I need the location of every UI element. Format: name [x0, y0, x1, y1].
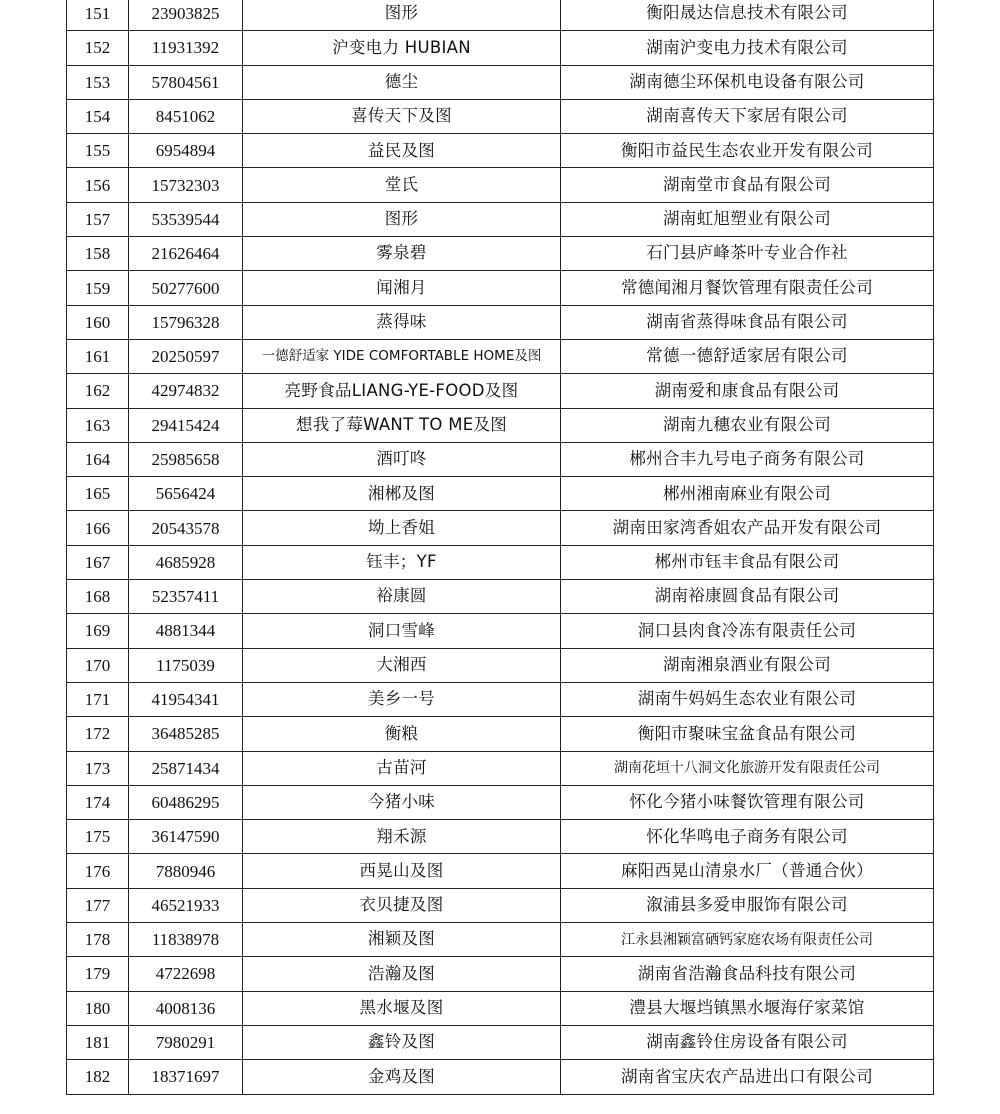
table-row: [67, 31, 934, 65]
registration-number-cell: 21626464: [129, 237, 243, 271]
registration-number-cell: 36147590: [129, 820, 243, 854]
row-number-cell: 163: [67, 408, 129, 442]
table-row: [67, 957, 934, 991]
registration-number-cell: 20250597: [129, 339, 243, 373]
row-number-cell: 169: [67, 614, 129, 648]
row-number-cell: 176: [67, 854, 129, 888]
owner-company-cell: 常德闻湘月餐饮管理有限责任公司: [561, 271, 934, 305]
row-number-cell: 170: [67, 648, 129, 682]
owner-company-cell: 湖南省宝庆农产品进出口有限公司: [561, 1060, 934, 1094]
table-row: [67, 511, 934, 545]
trademark-name-cell: 亮野食品LIANG-YE-FOOD及图: [243, 374, 561, 408]
trademark-table: [66, 0, 934, 1095]
registration-number-cell: 60486295: [129, 785, 243, 819]
row-number-cell: 160: [67, 305, 129, 339]
registration-number-cell: 4722698: [129, 957, 243, 991]
table-row: [67, 408, 934, 442]
trademark-name-cell: 喜传天下及图: [243, 99, 561, 133]
trademark-name-cell: 酒叮咚: [243, 442, 561, 476]
table-row: [67, 820, 934, 854]
owner-company-cell: 湖南爱和康食品有限公司: [561, 374, 934, 408]
table-row: [67, 614, 934, 648]
trademark-name-cell: 雾泉碧: [243, 237, 561, 271]
row-number-cell: 155: [67, 134, 129, 168]
owner-company-cell: 怀化今猪小味餐饮管理有限公司: [561, 785, 934, 819]
row-number-cell: 157: [67, 202, 129, 236]
table-row: [67, 477, 934, 511]
table-row: [67, 202, 934, 236]
table-row: [67, 271, 934, 305]
table-row: [67, 339, 934, 373]
table-row: [67, 854, 934, 888]
row-number-cell: 156: [67, 168, 129, 202]
trademark-name-cell: 蒸得味: [243, 305, 561, 339]
owner-company-cell: 江永县湘颖富硒钙家庭农场有限责任公司: [561, 923, 934, 957]
registration-number-cell: 5656424: [129, 477, 243, 511]
trademark-name-cell: 裕康圆: [243, 580, 561, 614]
trademark-name-cell: 湘郴及图: [243, 477, 561, 511]
registration-number-cell: 4881344: [129, 614, 243, 648]
row-number-cell: 159: [67, 271, 129, 305]
owner-company-cell: 澧县大堰垱镇黑水堰海仔家菜馆: [561, 991, 934, 1025]
table-row: [67, 237, 934, 271]
trademark-name-cell: 今猪小味: [243, 785, 561, 819]
row-number-cell: 165: [67, 477, 129, 511]
registration-number-cell: 6954894: [129, 134, 243, 168]
row-number-cell: 166: [67, 511, 129, 545]
trademark-name-cell: 黑水堰及图: [243, 991, 561, 1025]
trademark-name-cell: 美乡一号: [243, 682, 561, 716]
row-number-cell: 153: [67, 65, 129, 99]
registration-number-cell: 15732303: [129, 168, 243, 202]
trademark-name-cell: 翔禾源: [243, 820, 561, 854]
registration-number-cell: 53539544: [129, 202, 243, 236]
registration-number-cell: 15796328: [129, 305, 243, 339]
registration-number-cell: 25871434: [129, 751, 243, 785]
trademark-name-cell: 一德舒适家 YIDE COMFORTABLE HOME及图: [243, 339, 561, 373]
owner-company-cell: 湖南省蒸得味食品有限公司: [561, 305, 934, 339]
trademark-name-cell: 浩瀚及图: [243, 957, 561, 991]
owner-company-cell: 湖南沪变电力技术有限公司: [561, 31, 934, 65]
row-number-cell: 175: [67, 820, 129, 854]
owner-company-cell: 湖南田家湾香姐农产品开发有限公司: [561, 511, 934, 545]
owner-company-cell: 湖南牛妈妈生态农业有限公司: [561, 682, 934, 716]
registration-number-cell: 4008136: [129, 991, 243, 1025]
row-number-cell: 177: [67, 888, 129, 922]
table-row: [67, 0, 934, 31]
row-number-cell: 151: [67, 0, 129, 31]
row-number-cell: 158: [67, 237, 129, 271]
trademark-name-cell: 古苗河: [243, 751, 561, 785]
registration-number-cell: 57804561: [129, 65, 243, 99]
registration-number-cell: 23903825: [129, 0, 243, 31]
row-number-cell: 162: [67, 374, 129, 408]
owner-company-cell: 湖南裕康圆食品有限公司: [561, 580, 934, 614]
registration-number-cell: 36485285: [129, 717, 243, 751]
table-row: [67, 1025, 934, 1059]
trademark-name-cell: 德尘: [243, 65, 561, 99]
owner-company-cell: 石门县庐峰茶叶专业合作社: [561, 237, 934, 271]
row-number-cell: 181: [67, 1025, 129, 1059]
trademark-name-cell: 衡粮: [243, 717, 561, 751]
owner-company-cell: 湖南虹旭塑业有限公司: [561, 202, 934, 236]
owner-company-cell: 湖南堂市食品有限公司: [561, 168, 934, 202]
trademark-name-cell: 钰丰；YF: [243, 545, 561, 579]
owner-company-cell: 衡阳市聚味宝盆食品有限公司: [561, 717, 934, 751]
registration-number-cell: 18371697: [129, 1060, 243, 1094]
table-row: [67, 991, 934, 1025]
trademark-name-cell: 图形: [243, 0, 561, 31]
row-number-cell: 164: [67, 442, 129, 476]
trademark-name-cell: 沪变电力 HUBIAN: [243, 31, 561, 65]
owner-company-cell: 郴州合丰九号电子商务有限公司: [561, 442, 934, 476]
table-row: [67, 65, 934, 99]
registration-number-cell: 11838978: [129, 923, 243, 957]
row-number-cell: 180: [67, 991, 129, 1025]
trademark-name-cell: 堂氏: [243, 168, 561, 202]
row-number-cell: 152: [67, 31, 129, 65]
trademark-name-cell: 益民及图: [243, 134, 561, 168]
row-number-cell: 173: [67, 751, 129, 785]
registration-number-cell: 25985658: [129, 442, 243, 476]
row-number-cell: 154: [67, 99, 129, 133]
row-number-cell: 172: [67, 717, 129, 751]
registration-number-cell: 52357411: [129, 580, 243, 614]
registration-number-cell: 1175039: [129, 648, 243, 682]
row-number-cell: 182: [67, 1060, 129, 1094]
row-number-cell: 161: [67, 339, 129, 373]
trademark-name-cell: 金鸡及图: [243, 1060, 561, 1094]
trademark-name-cell: 衣贝捷及图: [243, 888, 561, 922]
owner-company-cell: 常德一德舒适家居有限公司: [561, 339, 934, 373]
row-number-cell: 179: [67, 957, 129, 991]
owner-company-cell: 湖南德尘环保机电设备有限公司: [561, 65, 934, 99]
table-row: [67, 134, 934, 168]
trademark-name-cell: 想我了莓WANT TO ME及图: [243, 408, 561, 442]
registration-number-cell: 4685928: [129, 545, 243, 579]
table-row: [67, 99, 934, 133]
trademark-name-cell: 坳上香姐: [243, 511, 561, 545]
table-row: [67, 580, 934, 614]
registration-number-cell: 46521933: [129, 888, 243, 922]
owner-company-cell: 溆浦县多爱申服饰有限公司: [561, 888, 934, 922]
owner-company-cell: 湖南省浩瀚食品科技有限公司: [561, 957, 934, 991]
owner-company-cell: 洞口县肉食冷冻有限责任公司: [561, 614, 934, 648]
trademark-name-cell: 大湘西: [243, 648, 561, 682]
table-row: [67, 168, 934, 202]
table-row: [67, 305, 934, 339]
row-number-cell: 168: [67, 580, 129, 614]
trademark-name-cell: 洞口雪峰: [243, 614, 561, 648]
row-number-cell: 178: [67, 923, 129, 957]
owner-company-cell: 郴州湘南麻业有限公司: [561, 477, 934, 511]
owner-company-cell: 衡阳市益民生态农业开发有限公司: [561, 134, 934, 168]
owner-company-cell: 怀化华鸣电子商务有限公司: [561, 820, 934, 854]
owner-company-cell: 麻阳西晃山清泉水厂（普通合伙）: [561, 854, 934, 888]
registration-number-cell: 20543578: [129, 511, 243, 545]
registration-number-cell: 50277600: [129, 271, 243, 305]
registration-number-cell: 29415424: [129, 408, 243, 442]
table-row: [67, 374, 934, 408]
row-number-cell: 174: [67, 785, 129, 819]
registration-number-cell: 42974832: [129, 374, 243, 408]
table-body: [67, 0, 934, 1094]
trademark-name-cell: 鑫铃及图: [243, 1025, 561, 1059]
registration-number-cell: 11931392: [129, 31, 243, 65]
table-row: [67, 442, 934, 476]
table-row: [67, 923, 934, 957]
table-row: [67, 751, 934, 785]
table-row: [67, 1060, 934, 1094]
owner-company-cell: 湖南湘泉酒业有限公司: [561, 648, 934, 682]
owner-company-cell: 湖南花垣十八洞文化旅游开发有限责任公司: [561, 751, 934, 785]
owner-company-cell: 衡阳晟达信息技术有限公司: [561, 0, 934, 31]
table-row: [67, 545, 934, 579]
table-row: [67, 682, 934, 716]
registration-number-cell: 7880946: [129, 854, 243, 888]
row-number-cell: 167: [67, 545, 129, 579]
trademark-name-cell: 西晃山及图: [243, 854, 561, 888]
table-row: [67, 648, 934, 682]
registration-number-cell: 7980291: [129, 1025, 243, 1059]
registration-number-cell: 41954341: [129, 682, 243, 716]
table-row: [67, 717, 934, 751]
registration-number-cell: 8451062: [129, 99, 243, 133]
owner-company-cell: 郴州市钰丰食品有限公司: [561, 545, 934, 579]
row-number-cell: 171: [67, 682, 129, 716]
owner-company-cell: 湖南九穗农业有限公司: [561, 408, 934, 442]
table-row: [67, 785, 934, 819]
trademark-name-cell: 图形: [243, 202, 561, 236]
trademark-name-cell: 闻湘月: [243, 271, 561, 305]
table-row: [67, 888, 934, 922]
owner-company-cell: 湖南喜传天下家居有限公司: [561, 99, 934, 133]
owner-company-cell: 湖南鑫铃住房设备有限公司: [561, 1025, 934, 1059]
trademark-name-cell: 湘颖及图: [243, 923, 561, 957]
